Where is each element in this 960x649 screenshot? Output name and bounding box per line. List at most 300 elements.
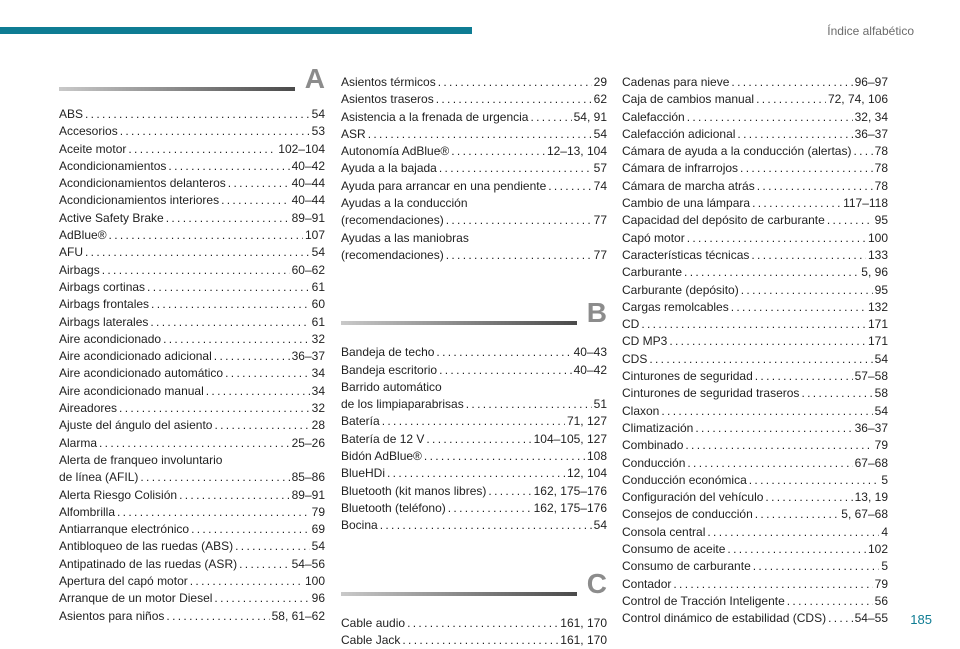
- dot-leader: [436, 91, 592, 108]
- index-entry: [59, 521, 325, 538]
- index-entry-pages: 34: [311, 366, 325, 381]
- dot-leader: [407, 615, 558, 632]
- index-entry-pages: 67–68: [854, 455, 888, 470]
- dot-leader: [225, 365, 310, 382]
- index-entry-pages: 25–26: [291, 435, 325, 450]
- index-entry-pages: 28: [311, 418, 325, 433]
- index-entry-label: Bluetooth (kit manos libres): [341, 483, 487, 498]
- dot-leader: [120, 123, 310, 140]
- dot-leader: [755, 368, 853, 385]
- dot-leader: [382, 413, 565, 430]
- index-entry-label: Antibloqueo de las ruedas (ABS): [59, 539, 234, 554]
- index-entry: [341, 500, 607, 517]
- index-entry-label: Antiarranque electrónico: [59, 522, 190, 537]
- index-column-2: [341, 74, 607, 649]
- index-list-b: [341, 344, 607, 534]
- index-entry-label: Aire acondicionado automático: [59, 366, 224, 381]
- index-entry: [622, 126, 888, 143]
- section-letter: C: [586, 567, 607, 599]
- index-entry: [59, 608, 325, 625]
- dot-leader: [166, 608, 269, 625]
- index-entry-pages: 89–91: [291, 487, 325, 502]
- dot-leader: [755, 506, 840, 523]
- index-entry-pages: 79: [874, 576, 888, 591]
- index-entry: [341, 632, 607, 649]
- index-list-c1: [341, 615, 607, 649]
- dot-leader: [439, 160, 592, 177]
- dot-leader: [239, 556, 290, 573]
- index-entry-pages: 40–42: [573, 362, 607, 377]
- index-entry-pages: 58, 61–62: [271, 608, 325, 623]
- index-entry-pages: 171: [867, 334, 888, 349]
- index-entry-pages: 62: [593, 92, 607, 107]
- index-entry: [59, 590, 325, 607]
- index-list-a2: [341, 74, 607, 264]
- index-entry-label: Bluetooth (teléfono): [341, 500, 446, 515]
- dot-leader: [787, 593, 873, 610]
- index-entry: [341, 483, 607, 500]
- index-entry: [622, 593, 888, 610]
- index-list-a1: [59, 106, 325, 625]
- index-entry-pages: 36–37: [854, 420, 888, 435]
- index-entry-pages: 117–118: [843, 196, 888, 211]
- index-entry: [59, 314, 325, 331]
- index-entry-label: Barrido automático: [341, 379, 442, 394]
- index-entry-pages: 60–62: [291, 262, 325, 277]
- section-heading-a: [59, 63, 325, 110]
- section-rule: [341, 592, 577, 596]
- index-column-1: [59, 63, 325, 625]
- dot-leader: [741, 282, 873, 299]
- index-entry-label: Control de Tracción Inteligente: [622, 593, 785, 608]
- index-entry-pages: 53: [311, 124, 325, 139]
- index-entry-pages: 107: [304, 228, 325, 243]
- index-entry-label: Conducción: [622, 455, 686, 470]
- index-entry-pages: 79: [874, 438, 888, 453]
- index-entry-label: Bandeja de techo: [341, 345, 435, 360]
- index-entry-pages: 132: [867, 299, 888, 314]
- index-entry: [59, 175, 325, 192]
- index-entry-pages: 78: [874, 144, 888, 159]
- dot-leader: [387, 465, 565, 482]
- index-entry-label: Claxon: [622, 403, 660, 418]
- dot-leader: [548, 178, 591, 195]
- index-entry-label: Cargas remolcables: [622, 299, 729, 314]
- index-list-c2: [622, 74, 888, 628]
- page-header-title: Índice alfabético: [827, 24, 914, 38]
- index-entry-pages: 61: [311, 279, 325, 294]
- dot-leader: [214, 590, 309, 607]
- index-entry-pages: 57–58: [854, 369, 888, 384]
- section-heading-c: [341, 567, 607, 615]
- dot-leader: [827, 212, 873, 229]
- index-entry-pages: 61: [311, 314, 325, 329]
- index-entry-pages: 102–104: [278, 141, 325, 156]
- dot-leader: [140, 469, 289, 486]
- index-entry-label: de los limpiaparabrisas: [341, 397, 464, 412]
- index-entry: [622, 74, 888, 91]
- dot-leader: [753, 558, 880, 575]
- index-entry: [622, 160, 888, 177]
- index-entry: [622, 610, 888, 627]
- index-entry-label: Cámara de marcha atrás: [622, 178, 755, 193]
- index-entry-label: Acondicionamientos: [59, 158, 167, 173]
- dot-leader: [438, 74, 592, 91]
- dot-leader: [166, 210, 290, 227]
- index-entry-label: Antipatinado de las ruedas (ASR): [59, 556, 238, 571]
- index-entry: [59, 538, 325, 555]
- dot-leader: [214, 417, 309, 434]
- dot-leader: [687, 109, 853, 126]
- index-entry-pages: 4: [881, 524, 888, 539]
- dot-leader: [707, 524, 879, 541]
- dot-leader: [661, 403, 872, 420]
- index-entry-label: Asientos traseros: [341, 92, 434, 107]
- index-entry: [341, 212, 607, 229]
- index-entry: [622, 558, 888, 575]
- index-entry-label: Bocina: [341, 518, 378, 533]
- index-entry-pages: 54: [593, 126, 607, 141]
- index-entry-label: Consejos de conducción: [622, 507, 753, 522]
- index-entry: [59, 417, 325, 434]
- index-entry: [59, 469, 325, 486]
- index-entry-pages: 72, 74, 106: [827, 92, 888, 107]
- dot-leader: [695, 420, 852, 437]
- index-entry: [622, 299, 888, 316]
- index-entry-label: Ayuda para arrancar en una pendiente: [341, 178, 547, 193]
- index-entry-pages: 171: [867, 317, 888, 332]
- index-entry-label: Caja de cambios manual: [622, 92, 755, 107]
- index-entry-label: de línea (AFIL): [59, 470, 139, 485]
- index-entry-label: BlueHDi: [341, 466, 386, 481]
- index-entry: [622, 420, 888, 437]
- index-entry: [622, 109, 888, 126]
- index-entry-pages: 36–37: [854, 126, 888, 141]
- index-entry-pages: 162, 175–176: [533, 483, 607, 498]
- index-entry-label: CD: [622, 317, 640, 332]
- index-entry-label: Accesorios: [59, 124, 118, 139]
- index-entry-pages: 77: [593, 213, 607, 228]
- index-entry-label: Cambio de una lámpara: [622, 196, 751, 211]
- dot-leader: [99, 435, 290, 452]
- index-entry: [622, 385, 888, 402]
- dot-leader: [466, 396, 592, 413]
- dot-leader: [765, 489, 852, 506]
- index-entry-label: Acondicionamientos delanteros: [59, 176, 226, 191]
- index-entry-pages: 5, 96: [861, 265, 888, 280]
- dot-leader: [439, 362, 572, 379]
- index-entry-pages: 34: [311, 383, 325, 398]
- index-entry-label: Configuración del vehículo: [622, 490, 764, 505]
- section-letter: B: [586, 297, 607, 329]
- dot-leader: [117, 504, 310, 521]
- index-entry-pages: 13, 19: [854, 490, 888, 505]
- dot-leader: [687, 455, 852, 472]
- index-entry-label: Ayudas a la conducción: [341, 196, 468, 211]
- dot-leader: [191, 521, 310, 538]
- index-entry-label: Aire acondicionado adicional: [59, 349, 212, 364]
- index-entry: [59, 348, 325, 365]
- index-entry: [341, 230, 607, 247]
- index-entry-pages: 102: [867, 542, 888, 557]
- index-entry: [622, 178, 888, 195]
- index-entry-pages: 79: [311, 504, 325, 519]
- index-entry-label: (recomendaciones): [341, 247, 444, 262]
- index-entry-pages: 51: [593, 397, 607, 412]
- index-entry-label: Combinado: [622, 438, 684, 453]
- dot-leader: [436, 344, 571, 361]
- index-entry-label: Calefacción: [622, 109, 685, 124]
- index-entry: [622, 506, 888, 523]
- index-entry-label: Cinturones de seguridad traseros: [622, 386, 800, 401]
- dot-leader: [451, 143, 545, 160]
- index-entry: [622, 91, 888, 108]
- dot-leader: [685, 437, 872, 454]
- index-entry-label: AdBlue®: [59, 228, 107, 243]
- index-entry: [341, 379, 607, 396]
- index-entry-pages: 54–55: [854, 611, 888, 626]
- index-entry-label: Alerta Riesgo Colisión: [59, 487, 178, 502]
- index-entry-pages: 54: [874, 403, 888, 418]
- dot-leader: [402, 632, 558, 649]
- index-entry: [59, 365, 325, 382]
- index-entry-label: Contador: [622, 576, 672, 591]
- index-entry: [622, 437, 888, 454]
- index-entry-label: Cámara de ayuda a la conducción (alertas): [622, 144, 852, 159]
- index-entry-label: Capó motor: [622, 230, 685, 245]
- dot-leader: [221, 192, 290, 209]
- dot-leader: [853, 143, 872, 160]
- dot-leader: [424, 448, 585, 465]
- index-entry-label: Alarma: [59, 435, 98, 450]
- dot-leader: [235, 538, 310, 555]
- index-entry: [341, 344, 607, 361]
- index-entry-pages: 29: [593, 75, 607, 89]
- dot-leader: [828, 610, 853, 627]
- index-entry-label: Consumo de carburante: [622, 559, 751, 574]
- index-entry: [59, 296, 325, 313]
- index-entry-label: Active Safety Brake: [59, 210, 164, 225]
- dot-leader: [448, 500, 532, 517]
- index-entry: [622, 143, 888, 160]
- index-entry: [59, 141, 325, 158]
- index-entry: [59, 262, 325, 279]
- index-entry-pages: 12–13, 104: [546, 144, 607, 159]
- index-entry-label: Acondicionamientos interiores: [59, 193, 220, 208]
- index-entry-label: Cable Jack: [341, 632, 401, 647]
- dot-leader: [128, 141, 276, 158]
- index-entry-label: Asientos térmicos: [341, 75, 436, 89]
- index-entry: [622, 316, 888, 333]
- index-entry: [59, 504, 325, 521]
- index-entry: [341, 143, 607, 160]
- index-entry: [59, 400, 325, 417]
- index-entry-pages: 96: [311, 591, 325, 606]
- index-entry-pages: 5, 67–68: [841, 507, 888, 522]
- index-entry: [341, 431, 607, 448]
- section-letter: A: [304, 63, 325, 94]
- dot-leader: [673, 576, 872, 593]
- index-entry-pages: 5: [881, 559, 888, 574]
- index-entry-label: Conducción económica: [622, 472, 747, 487]
- page-number: 185: [910, 612, 932, 627]
- index-entry: [341, 615, 607, 632]
- index-entry-pages: 58: [874, 386, 888, 401]
- dot-leader: [190, 573, 303, 590]
- index-entry-label: Airbags: [59, 262, 100, 277]
- index-entry: [622, 282, 888, 299]
- dot-leader: [737, 126, 852, 143]
- index-entry: [622, 472, 888, 489]
- index-entry-pages: 96–97: [854, 75, 888, 89]
- index-entry: [59, 158, 325, 175]
- dot-leader: [731, 299, 866, 316]
- index-entry-label: Aire acondicionado manual: [59, 383, 204, 398]
- dot-leader: [380, 517, 592, 534]
- index-entry: [341, 465, 607, 482]
- index-entry-pages: 133: [867, 247, 888, 262]
- index-column-3: [622, 74, 888, 628]
- index-entry: [59, 452, 325, 469]
- index-entry-label: Alerta de franqueo involuntario: [59, 452, 223, 467]
- index-entry-pages: 54: [311, 539, 325, 554]
- dot-leader: [150, 314, 309, 331]
- index-entry: [341, 362, 607, 379]
- index-entry-pages: 71, 127: [566, 414, 607, 429]
- index-entry: [59, 227, 325, 244]
- index-entry-pages: 40–44: [291, 193, 325, 208]
- index-entry-pages: 74: [593, 178, 607, 193]
- index-entry-label: Aceite motor: [59, 141, 127, 156]
- index-entry-pages: 5: [881, 472, 888, 487]
- index-entry-label: Control dinámico de estabilidad (CDS): [622, 611, 827, 626]
- index-entry-pages: 85–86: [291, 470, 325, 485]
- dot-leader: [530, 109, 571, 126]
- index-entry-label: Ajuste del ángulo del asiento: [59, 418, 213, 433]
- index-entry-pages: 40–44: [291, 176, 325, 191]
- index-entry-label: Consumo de aceite: [622, 542, 726, 557]
- dot-leader: [109, 227, 303, 244]
- index-entry-pages: 78: [874, 161, 888, 176]
- index-entry-pages: 60: [311, 297, 325, 312]
- index-entry-pages: 77: [593, 247, 607, 262]
- index-entry-label: Ayuda a la bajada: [341, 161, 437, 176]
- dot-leader: [147, 279, 310, 296]
- index-entry-label: Características técnicas: [622, 247, 750, 262]
- index-entry-pages: 57: [593, 161, 607, 176]
- index-entry: [59, 556, 325, 573]
- index-entry: [59, 331, 325, 348]
- index-entry: [341, 74, 607, 91]
- index-entry: [341, 396, 607, 413]
- index-entry: [341, 91, 607, 108]
- index-entry-pages: 161, 170: [560, 615, 607, 630]
- index-entry: [622, 212, 888, 229]
- index-entry-label: Climatización: [622, 420, 694, 435]
- index-entry-label: CD MP3: [622, 334, 668, 349]
- index-entry-pages: 54: [593, 518, 607, 533]
- index-entry: [59, 279, 325, 296]
- dot-leader: [801, 385, 872, 402]
- index-entry: [341, 178, 607, 195]
- index-entry: [622, 541, 888, 558]
- dot-leader: [751, 247, 866, 264]
- index-entry-label: Aireadores: [59, 401, 118, 416]
- dot-leader: [214, 348, 290, 365]
- index-entry-pages: 89–91: [291, 210, 325, 225]
- index-entry: [59, 210, 325, 227]
- dot-leader: [206, 383, 310, 400]
- index-entry-label: Arranque de un motor Diesel: [59, 591, 213, 606]
- index-entry-pages: 32, 34: [854, 109, 888, 124]
- index-entry-pages: 32: [311, 401, 325, 416]
- index-entry-pages: 100: [867, 230, 888, 245]
- index-entry-pages: 95: [874, 213, 888, 228]
- index-entry: [622, 195, 888, 212]
- index-entry-label: Ayudas a las maniobras: [341, 230, 469, 245]
- index-entry-label: CDS: [622, 351, 648, 366]
- index-entry: [59, 192, 325, 209]
- index-entry-label: Apertura del capó motor: [59, 574, 188, 589]
- dot-leader: [426, 431, 531, 448]
- index-entry: [59, 244, 325, 261]
- index-entry-label: Calefacción adicional: [622, 126, 736, 141]
- index-entry: [622, 403, 888, 420]
- index-entry: [622, 247, 888, 264]
- dot-leader: [756, 91, 826, 108]
- dot-leader: [727, 541, 866, 558]
- index-entry: [59, 573, 325, 590]
- dot-leader: [749, 472, 880, 489]
- index-entry: [59, 123, 325, 140]
- index-entry-pages: 40–43: [573, 345, 607, 360]
- dot-leader: [731, 74, 852, 91]
- index-entry-label: Aire acondicionado: [59, 331, 162, 346]
- index-entry: [341, 448, 607, 465]
- index-entry-label: AFU: [59, 245, 83, 260]
- index-entry: [341, 126, 607, 143]
- index-entry-label: ABS: [59, 107, 84, 121]
- dot-leader: [669, 333, 866, 350]
- index-entry-label: (recomendaciones): [341, 213, 444, 228]
- index-entry-label: ASR: [341, 126, 366, 141]
- index-entry-label: Consola central: [622, 524, 706, 539]
- index-entry-label: Batería de 12 V: [341, 431, 425, 446]
- index-entry-label: Capacidad del depósito de carburante: [622, 213, 825, 228]
- index-entry-pages: 162, 175–176: [533, 500, 607, 515]
- index-entry-pages: 56: [874, 593, 888, 608]
- index-entry-pages: 32: [311, 331, 325, 346]
- dot-leader: [163, 331, 310, 348]
- index-entry-label: Cinturones de seguridad: [622, 369, 753, 384]
- index-entry: [341, 160, 607, 177]
- index-entry-pages: 36–37: [291, 349, 325, 364]
- index-entry-pages: 100: [304, 574, 325, 589]
- dot-leader: [228, 175, 290, 192]
- dot-leader: [687, 230, 866, 247]
- index-entry: [622, 576, 888, 593]
- index-entry-label: Cámara de infrarrojos: [622, 161, 739, 176]
- index-entry-pages: 40–42: [291, 158, 325, 173]
- index-entry: [622, 455, 888, 472]
- dot-leader: [179, 487, 290, 504]
- section-heading-b: [341, 297, 607, 344]
- index-entry-pages: 95: [874, 282, 888, 297]
- index-entry: [341, 413, 607, 430]
- index-entry: [341, 109, 607, 126]
- dot-leader: [119, 400, 310, 417]
- dot-leader: [684, 264, 859, 281]
